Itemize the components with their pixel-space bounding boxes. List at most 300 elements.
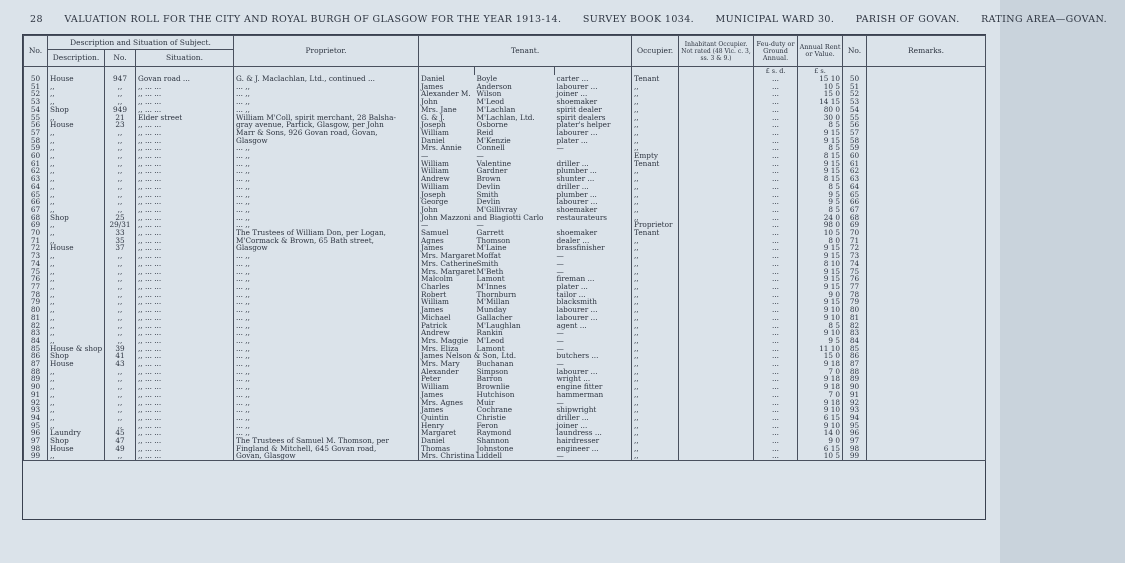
row-number: 83: [24, 329, 48, 337]
row-number: 53: [24, 98, 48, 106]
row-number-right: 83: [843, 329, 867, 337]
row-street-number: ,,: [105, 260, 136, 268]
row-proprietor: ... ,,: [234, 345, 419, 353]
row-number-right: 99: [843, 452, 867, 460]
row-proprietor: ... ,,: [234, 329, 419, 337]
row-tenant-forename: Charles: [419, 283, 475, 291]
row-situation: ,, ... ...: [136, 314, 234, 322]
row-street-number: ,,: [105, 137, 136, 145]
row-occupier: ,,: [632, 260, 679, 268]
row-feu-duty: ...: [754, 183, 798, 191]
row-tenant-trade: butchers ...: [555, 352, 632, 360]
row-tenant-trade: plumber ...: [555, 191, 632, 199]
row-occupier: ,,: [632, 268, 679, 276]
row-number-right: 63: [843, 175, 867, 183]
row-inhabitant: [679, 160, 754, 168]
row-description: ,,: [48, 406, 105, 414]
row-street-number: 45: [105, 429, 136, 437]
row-proprietor: ... ,,: [234, 144, 419, 152]
row-feu-duty: ...: [754, 144, 798, 152]
row-proprietor: Glasgow: [234, 137, 419, 145]
row-street-number: ,,: [105, 391, 136, 399]
page-header: [30, 14, 1108, 25]
row-tenant-trade: labourer ...: [555, 314, 632, 322]
row-proprietor: Govan, Glasgow: [234, 452, 419, 460]
row-inhabitant: [679, 414, 754, 422]
row-description: ,,: [48, 383, 105, 391]
row-proprietor: ... ,,: [234, 399, 419, 407]
row-feu-duty: ...: [754, 75, 798, 83]
row-remarks: [867, 314, 986, 322]
row-feu-duty: ...: [754, 314, 798, 322]
row-number-right: 53: [843, 98, 867, 106]
row-tenant-forename: James: [419, 406, 475, 414]
row-number: 70: [24, 229, 48, 237]
row-number-right: 50: [843, 75, 867, 83]
row-street-number: ,,: [105, 283, 136, 291]
row-feu-duty: ...: [754, 90, 798, 98]
row-remarks: [867, 206, 986, 214]
row-feu-duty: ...: [754, 306, 798, 314]
row-number-right: 62: [843, 167, 867, 175]
row-street-number: 41: [105, 352, 136, 360]
row-inhabitant: [679, 260, 754, 268]
row-situation: ,, ... ...: [136, 291, 234, 299]
row-occupier: Tenant: [632, 75, 679, 83]
row-number: 97: [24, 437, 48, 445]
row-situation: ,, ... ...: [136, 329, 234, 337]
row-tenant-forename: Peter: [419, 375, 475, 383]
row-number: 96: [24, 429, 48, 437]
row-number: 86: [24, 352, 48, 360]
row-description: ,,: [48, 137, 105, 145]
row-tenant-forename: Joseph: [419, 121, 475, 129]
row-number: 55: [24, 114, 48, 122]
row-number-right: 97: [843, 437, 867, 445]
table-row: [24, 167, 986, 175]
row-feu-duty: ...: [754, 137, 798, 145]
row-tenant-trade: shunter ...: [555, 175, 632, 183]
row-situation: ,, ... ...: [136, 106, 234, 114]
row-tenant-trade: blacksmith: [555, 298, 632, 306]
feu-duty-unit: £ s. d.: [754, 67, 798, 76]
row-tenant-surname: Lamont: [476, 274, 505, 284]
row-description: ,,: [48, 322, 105, 330]
row-number: 85: [24, 345, 48, 353]
row-number: 82: [24, 322, 48, 330]
row-remarks: [867, 252, 986, 260]
row-feu-duty: ...: [754, 83, 798, 91]
row-inhabitant: [679, 291, 754, 299]
table-row: [24, 445, 986, 453]
row-occupier: ,,: [632, 360, 679, 368]
row-description: ,,: [48, 98, 105, 106]
row-description: House: [48, 244, 105, 252]
row-number: 51: [24, 83, 48, 91]
row-number-right: 98: [843, 445, 867, 453]
row-remarks: [867, 167, 986, 175]
row-occupier: ,,: [632, 437, 679, 445]
row-feu-duty: ...: [754, 275, 798, 283]
row-tenant-forename: James: [419, 83, 475, 91]
row-feu-duty: ...: [754, 337, 798, 345]
col-tenant: Tenant.: [419, 36, 632, 67]
row-remarks: [867, 329, 986, 337]
row-inhabitant: [679, 167, 754, 175]
row-tenant-forename: —: [419, 152, 475, 160]
row-proprietor: ... ,,: [234, 383, 419, 391]
row-annual-rent: 9 15: [798, 275, 843, 283]
row-situation: ,, ... ...: [136, 383, 234, 391]
row-inhabitant: [679, 452, 754, 460]
row-proprietor: ... ,,: [234, 322, 419, 330]
row-tenant-forename: William: [419, 167, 475, 175]
row-number-right: 76: [843, 275, 867, 283]
row-feu-duty: ...: [754, 345, 798, 353]
row-feu-duty: ...: [754, 360, 798, 368]
row-remarks: [867, 114, 986, 122]
row-tenant-trade: labourer ...: [555, 368, 632, 376]
row-proprietor: ... ,,: [234, 160, 419, 168]
row-tenant-trade: plumber ...: [555, 167, 632, 175]
row-feu-duty: ...: [754, 414, 798, 422]
col-inhabitant-occupier: Inhabitant Occupier. Not rated (48 Vic. c. 3, ss. 3 & 9.): [679, 36, 754, 67]
row-inhabitant: [679, 275, 754, 283]
row-street-number: ,,: [105, 399, 136, 407]
row-situation: ,, ... ...: [136, 221, 234, 229]
row-description: ,,: [48, 206, 105, 214]
row-proprietor: ... ,,: [234, 198, 419, 206]
row-tenant-forename: Henry: [419, 422, 475, 430]
row-remarks: [867, 160, 986, 168]
row-number-right: 93: [843, 406, 867, 414]
row-inhabitant: [679, 383, 754, 391]
row-proprietor: ... ,,: [234, 83, 419, 91]
row-situation: ,, ... ...: [136, 345, 234, 353]
row-street-number: 25: [105, 214, 136, 222]
row-annual-rent: 9 18: [798, 375, 843, 383]
row-situation: ,, ... ...: [136, 375, 234, 383]
row-tenant-trade: —: [555, 268, 632, 276]
row-feu-duty: ...: [754, 175, 798, 183]
row-street-number: ,,: [105, 275, 136, 283]
row-number-right: 61: [843, 160, 867, 168]
table-row: [24, 391, 986, 399]
row-number: 50: [24, 75, 48, 83]
row-remarks: [867, 306, 986, 314]
row-description: ,,: [48, 414, 105, 422]
row-proprietor: ... ,,: [234, 422, 419, 430]
row-street-number: ,,: [105, 368, 136, 376]
row-tenant-forename: Michael: [419, 314, 475, 322]
table-row: [24, 175, 986, 183]
row-street-number: ,,: [105, 452, 136, 460]
row-number-right: 54: [843, 106, 867, 114]
row-tenant-forename: Malcolm: [419, 275, 475, 283]
row-proprietor: ... ,,: [234, 191, 419, 199]
row-remarks: [867, 375, 986, 383]
row-occupier: ,,: [632, 191, 679, 199]
row-annual-rent: 9 10: [798, 306, 843, 314]
row-street-number: ,,: [105, 252, 136, 260]
row-tenant-surname: Gallacher: [476, 312, 513, 322]
row-number: 69: [24, 221, 48, 229]
table-row: [24, 90, 986, 98]
row-occupier: Empty: [632, 152, 679, 160]
row-tenant-trade: laundress ...: [555, 429, 632, 437]
row-proprietor: ... ,,: [234, 152, 419, 160]
row-tenant-surname: Brownlie: [476, 382, 510, 392]
row-number: 56: [24, 121, 48, 129]
row-feu-duty: ...: [754, 329, 798, 337]
row-tenant-surname: Boyle: [476, 74, 498, 83]
row-remarks: [867, 360, 986, 368]
row-tenant-trade: shoemaker: [555, 229, 632, 237]
row-annual-rent: 8 5: [798, 206, 843, 214]
row-occupier: Tenant: [632, 160, 679, 168]
row-feu-duty: ...: [754, 298, 798, 306]
row-annual-rent: 9 10: [798, 422, 843, 430]
row-occupier: ,,: [632, 399, 679, 407]
row-annual-rent: 9 15: [798, 137, 843, 145]
row-number-right: 82: [843, 322, 867, 330]
row-street-number: ,,: [105, 191, 136, 199]
row-description: ,,: [48, 375, 105, 383]
parish: PARISH OF GOVAN.: [855, 14, 960, 25]
row-tenant-trade: labourer ...: [555, 198, 632, 206]
row-feu-duty: ...: [754, 452, 798, 460]
row-description: ,,: [48, 329, 105, 337]
row-number: 98: [24, 445, 48, 453]
row-tenant-forename: Quintin: [419, 414, 475, 422]
row-remarks: [867, 106, 986, 114]
row-annual-rent: 9 0: [798, 437, 843, 445]
row-inhabitant: [679, 352, 754, 360]
row-street-number: ,,: [105, 175, 136, 183]
row-remarks: [867, 221, 986, 229]
row-annual-rent: 9 15: [798, 167, 843, 175]
row-description: ,,: [48, 268, 105, 276]
row-inhabitant: [679, 137, 754, 145]
row-number: 75: [24, 268, 48, 276]
row-proprietor: ... ,,: [234, 275, 419, 283]
row-annual-rent: 9 18: [798, 360, 843, 368]
row-number: 94: [24, 414, 48, 422]
row-description: ,,: [48, 90, 105, 98]
row-proprietor: ... ,,: [234, 268, 419, 276]
row-remarks: [867, 337, 986, 345]
row-tenant-forename: Mrs. Margaret: [419, 268, 475, 276]
row-annual-rent: 9 15: [798, 252, 843, 260]
row-remarks: [867, 144, 986, 152]
row-inhabitant: [679, 191, 754, 199]
col-proprietor: Proprietor.: [234, 36, 419, 67]
row-tenant-surname: Smith: [476, 258, 499, 268]
row-tenant-trade: shoemaker: [555, 206, 632, 214]
row-inhabitant: [679, 152, 754, 160]
row-number: 73: [24, 252, 48, 260]
row-number-right: 59: [843, 144, 867, 152]
row-feu-duty: ...: [754, 198, 798, 206]
row-number: 65: [24, 191, 48, 199]
row-tenant-forename: Mrs. Agnes: [419, 399, 475, 407]
row-remarks: [867, 422, 986, 430]
row-occupier: Proprietor: [632, 221, 679, 229]
row-number: 99: [24, 452, 48, 460]
row-situation: ,, ... ...: [136, 368, 234, 376]
row-number: 71: [24, 237, 48, 245]
row-remarks: [867, 368, 986, 376]
row-description: House: [48, 445, 105, 453]
row-occupier: ,,: [632, 275, 679, 283]
row-tenant-surname: Gardner: [476, 166, 508, 176]
row-inhabitant: [679, 268, 754, 276]
row-proprietor: ... ,,: [234, 306, 419, 314]
row-tenant-surname: Simpson: [476, 366, 509, 376]
row-situation: Govan road ...: [136, 75, 234, 83]
row-situation: ,, ... ...: [136, 352, 234, 360]
row-description: ,,: [48, 229, 105, 237]
row-tenant-trade: brassfinisher: [555, 244, 632, 252]
row-remarks: [867, 129, 986, 137]
row-proprietor: ... ,,: [234, 90, 419, 98]
table-row: [24, 121, 986, 129]
row-remarks: [867, 345, 986, 353]
row-description: ,,: [48, 129, 105, 137]
row-situation: ,, ... ...: [136, 429, 234, 437]
row-tenant-trade: wright ...: [555, 375, 632, 383]
row-number: 81: [24, 314, 48, 322]
row-number-right: 77: [843, 283, 867, 291]
row-tenant-forename: Daniel: [419, 437, 475, 445]
row-number: 62: [24, 167, 48, 175]
row-tenant-surname: Smith: [476, 189, 499, 199]
row-tenant-forename: Mrs. Christina: [419, 452, 475, 460]
row-street-number: 29/31: [105, 221, 136, 229]
row-tenant-forename: Alexander: [419, 368, 475, 376]
row-tenant-forename: Mrs. Maggie: [419, 337, 475, 345]
row-remarks: [867, 152, 986, 160]
row-number-right: 78: [843, 291, 867, 299]
row-proprietor: ... ,,: [234, 429, 419, 437]
row-proprietor: ... ,,: [234, 291, 419, 299]
row-number-right: 90: [843, 383, 867, 391]
row-description: ,,: [48, 452, 105, 460]
row-number-right: 85: [843, 345, 867, 353]
row-proprietor: ... ,,: [234, 167, 419, 175]
row-tenant-forename: Margaret: [419, 429, 475, 437]
row-occupier: ,,: [632, 244, 679, 252]
row-remarks: [867, 90, 986, 98]
row-proprietor: ... ,,: [234, 283, 419, 291]
row-proprietor: ... ,,: [234, 414, 419, 422]
table-row: [24, 252, 986, 260]
row-remarks: [867, 83, 986, 91]
row-feu-duty: ...: [754, 106, 798, 114]
row-tenant-surname: M'Gillivray: [476, 204, 518, 214]
row-description: ,,: [48, 167, 105, 175]
row-occupier: ,,: [632, 391, 679, 399]
row-tenant-trade: —: [555, 399, 632, 407]
row-street-number: ,,: [105, 337, 136, 345]
row-occupier: ,,: [632, 137, 679, 145]
row-occupier: ,,: [632, 206, 679, 214]
row-tenant-surname: Christie: [476, 412, 506, 422]
row-description: ,,: [48, 198, 105, 206]
row-tenant-trade: —: [555, 329, 632, 337]
col-description-group: Description and Situation of Subject.: [48, 36, 234, 50]
row-remarks: [867, 175, 986, 183]
table-row: [24, 414, 986, 422]
row-tenant-surname: M'Kenzie: [476, 135, 511, 145]
row-number: 60: [24, 152, 48, 160]
row-situation: ,, ... ...: [136, 214, 234, 222]
row-proprietor: Glasgow: [234, 244, 419, 252]
row-feu-duty: ...: [754, 237, 798, 245]
row-occupier: ,,: [632, 452, 679, 460]
row-remarks: [867, 98, 986, 106]
municipal-ward: MUNICIPAL WARD 30.: [715, 14, 835, 25]
row-tenant-surname: Feron: [476, 420, 499, 430]
row-tenant-trade: plater's helper: [555, 121, 632, 129]
row-feu-duty: ...: [754, 368, 798, 376]
row-tenant-surname: Osborne: [476, 120, 508, 130]
row-feu-duty: ...: [754, 391, 798, 399]
row-inhabitant: [679, 90, 754, 98]
row-situation: ,, ... ...: [136, 275, 234, 283]
row-proprietor: ... ,,: [234, 368, 419, 376]
row-tenant-trade: hairdresser: [555, 437, 632, 445]
row-annual-rent: 8 5: [798, 121, 843, 129]
row-remarks: [867, 322, 986, 330]
row-inhabitant: [679, 206, 754, 214]
row-remarks: [867, 137, 986, 145]
row-tenant-forename: Thomas: [419, 445, 475, 453]
row-annual-rent: 98 0: [798, 221, 843, 229]
row-annual-rent: 8 15: [798, 175, 843, 183]
row-description: ,,: [48, 314, 105, 322]
row-tenant-forename: John: [419, 98, 475, 106]
row-inhabitant: [679, 221, 754, 229]
row-proprietor: ... ,,: [234, 260, 419, 268]
row-number-right: 94: [843, 414, 867, 422]
row-inhabitant: [679, 360, 754, 368]
row-annual-rent: 15 0: [798, 352, 843, 360]
row-number-right: 68: [843, 214, 867, 222]
row-annual-rent: 9 5: [798, 337, 843, 345]
row-street-number: ,,: [105, 329, 136, 337]
row-situation: Elder street: [136, 114, 234, 122]
row-inhabitant: [679, 429, 754, 437]
row-proprietor: ... ,,: [234, 106, 419, 114]
row-occupier: ,,: [632, 106, 679, 114]
row-tenant-trade: —: [555, 260, 632, 268]
row-inhabitant: [679, 337, 754, 345]
row-annual-rent: 10 5: [798, 452, 843, 460]
row-tenant-surname: Valentine: [476, 158, 512, 168]
table-row: [24, 260, 986, 268]
col-no-right: No.: [843, 36, 867, 67]
row-number: 93: [24, 406, 48, 414]
row-inhabitant: [679, 183, 754, 191]
row-occupier: ,,: [632, 422, 679, 430]
row-remarks: [867, 445, 986, 453]
row-remarks: [867, 414, 986, 422]
row-remarks: [867, 229, 986, 237]
row-situation: ,, ... ...: [136, 337, 234, 345]
row-occupier: ,,: [632, 329, 679, 337]
row-street-number: 21: [105, 114, 136, 122]
